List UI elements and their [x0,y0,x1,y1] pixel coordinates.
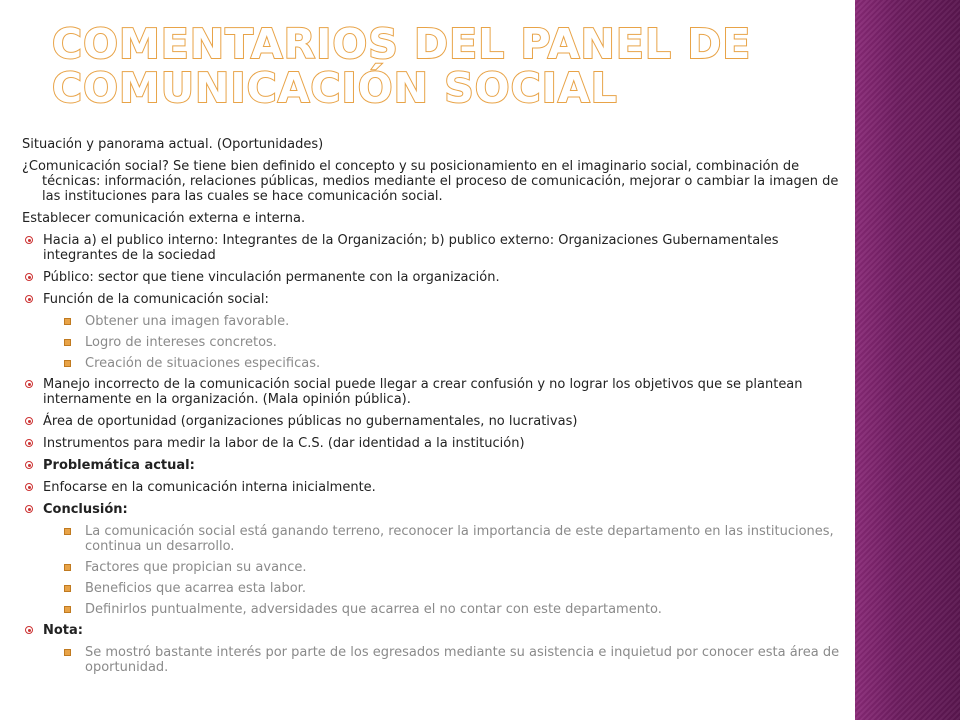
sub-bullet-icon [64,528,71,535]
sub-bullet-text: Logro de intereses concretos. [85,335,277,350]
bullet-icon [25,273,33,281]
sub-bullet-icon [64,585,71,592]
sidebar-decoration [855,0,960,720]
sub-bullet-icon [64,649,71,656]
sub-bullet-item [22,581,852,596]
bullet-text: Función de la comunicación social: [43,292,269,307]
intro-line: Establecer comunicación externa e interna. [22,211,306,226]
sub-bullet-item [22,335,852,350]
sub-bullet-item [22,560,852,575]
bullet-text: Problemática actual: [43,458,195,473]
bullet-item [22,414,852,429]
bullet-text: Hacia a) el publico interno: Integrantes de la Organización; b) publico externo: Organizaciones Gubernamentales integrantes de la sociedad [43,233,779,263]
sub-bullet-item [22,524,852,554]
slide-title: COMENTARIOS DEL PANEL DE COMUNICACIÓN SOCIAL [52,20,752,112]
bullet-item [22,233,852,263]
sub-bullet-icon [64,339,71,346]
slide-content [22,137,852,681]
bullet-item [22,436,852,451]
sub-bullet-item [22,602,852,617]
sub-bullet-item [22,356,852,371]
bullet-icon [25,626,33,634]
sub-bullet-text: Obtener una imagen favorable. [85,314,290,329]
bullet-item [22,502,852,517]
bullet-item [22,292,852,307]
bullet-icon [25,417,33,425]
bullet-text: Nota: [43,623,83,638]
bullet-item [22,480,852,495]
bullet-icon [25,236,33,244]
bullet-item [22,623,852,638]
bullet-text: Área de oportunidad (organizaciones públicas no gubernamentales, no lucrativas) [43,414,578,429]
sub-bullet-icon [64,318,71,325]
sub-bullet-text: Factores que propician su avance. [85,560,307,575]
bullet-text: Público: sector que tiene vinculación permanente con la organización. [43,270,500,285]
bullet-item [22,270,852,285]
bullet-icon [25,295,33,303]
sub-bullet-text: Definirlos puntualmente, adversidades que acarrea el no contar con este departamento. [85,602,662,617]
bullet-icon [25,439,33,447]
bullet-text: Enfocarse en la comunicación interna inicialmente. [43,480,376,495]
bullet-icon [25,483,33,491]
sub-bullet-icon [64,564,71,571]
bullet-item [22,458,852,473]
bullet-icon [25,461,33,469]
sub-bullet-text: Beneficios que acarrea esta labor. [85,581,306,596]
sub-bullet-text: La comunicación social está ganando terreno, reconocer la importancia de este departamento en las instituciones, continua un desarrollo. [85,524,834,554]
sub-bullet-icon [64,360,71,367]
bullet-list [22,233,852,675]
bullet-icon [25,505,33,513]
bullet-text: Conclusión: [43,502,128,517]
sub-bullet-icon [64,606,71,613]
bullet-icon [25,380,33,388]
intro-paragraph: ¿Comunicación social? Se tiene bien definido el concepto y su posicionamiento en el imaginario social, combinación de técnicas: información, relaciones públicas, medios mediante el proceso de comunicación, mejorar o cambiar la imagen de las instituciones para las cuales se hace comunicación social. [22,159,839,204]
intro-line: Situación y panorama actual. (Oportunidades) [22,137,324,152]
bullet-item [22,377,852,407]
sub-bullet-item [22,645,852,675]
sub-bullet-text: Creación de situaciones especificas. [85,356,321,371]
bullet-text: Manejo incorrecto de la comunicación social puede llegar a crear confusión y no lograr los objetivos que se plantean internamente en la organización. (Mala opinión pública). [43,377,803,407]
sub-bullet-text: Se mostró bastante interés por parte de los egresados mediante su asistencia e inquietud por conocer esta área de oportunidad. [85,645,840,675]
bullet-text: Instrumentos para medir la labor de la C.S. (dar identidad a la institución) [43,436,525,451]
sub-bullet-item [22,314,852,329]
